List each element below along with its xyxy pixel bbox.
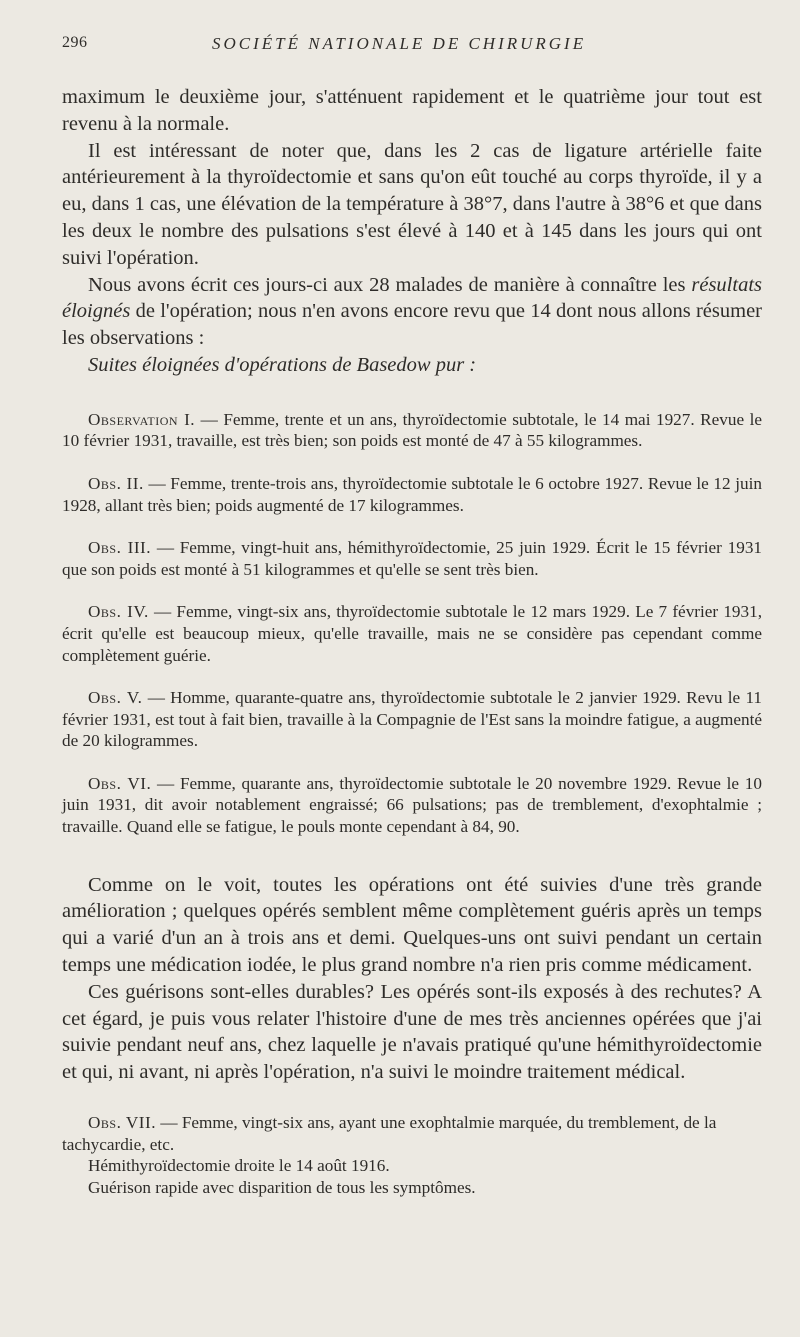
page-body (62, 84, 762, 1198)
running-title: SOCIÉTÉ NATIONALE DE CHIRURGIE (212, 34, 587, 53)
observation-label: Obs. IV. (88, 602, 149, 622)
observation-1 (62, 409, 762, 452)
section-title: Suites éloignées d'opérations de Basedow pur : (88, 353, 477, 376)
observation-5 (62, 687, 762, 752)
observation-text: — Femme, vingt-six ans, ayant une exophtalmie marquée, du tremblement, de la tachycardie, etc. (62, 1113, 717, 1154)
observation-4 (62, 601, 762, 666)
results-text-end: de l'opération; nous n'en avons encore revu que 14 dont nous allons résumer les observations : (62, 300, 762, 350)
paragraph-results (62, 272, 762, 352)
observation-label: Obs. V. (88, 688, 143, 708)
observation-label: Obs. III. (88, 538, 152, 558)
page-header (62, 34, 762, 64)
paragraph-ligature: Il est intéressant de noter que, dans les 2 cas de ligature artérielle faite antérieurement à la thyroïdectomie et sans qu'on eût touché au corps thyroïde, il y a eu, dans 1 cas, une élévation de la température à 38°7, dans l'autre à 38°6 et que dans les deux le nombre des pulsations s'est élevé à 140 et à 145 dans les jours qui ont suivi l'opération. (62, 139, 762, 269)
paragraph-durability: Ces guérisons sont-elles durables? Les opérés sont-ils exposés à des rechutes? A cet égard, je puis vous relater l'histoire d'une de mes très anciennes opérées que j'ai suivie pendant neuf ans, chez laquelle je n'avais pratiqué qu'une hémithyroïdectomie et qui, ni avant, ni après l'opération, n'a suivi le moindre traitement médical. (62, 980, 762, 1084)
paragraph-conclusion: Comme on le voit, toutes les opérations ont été suivies d'une très grande amélioration ; quelques opérés semblent même complètement guéris après un temps qui a varié d'un an à trois ans et demi. Quelques-uns ont suivi pendant un certain temps une médication iodée, le plus grand nombre n'a rien pris comme médicament. (62, 873, 762, 977)
observation-text: — Femme, vingt-six ans, thyroïdectomie subtotale le 12 mars 1929. Le 7 février 1931, écrit qu'elle est beaucoup mieux, qu'elle travaille, mais ne se considère pas cependant comme complètement guérie. (62, 602, 763, 665)
observation-text: — Femme, vingt-huit ans, hémithyroïdectomie, 25 juin 1929. Écrit le 15 février 1931 que son poids est monté à 51 kilogrammes et qu'elle se sent très bien. (62, 538, 763, 579)
observation-text: — Femme, trente-trois ans, thyroïdectomie subtotale le 6 octobre 1927. Revue le 12 juin 1928, allant très bien; poids augmenté de 17 kilogrammes. (62, 473, 763, 515)
observation-3 (62, 537, 762, 580)
results-italic-phrase: résultats éloignés (62, 273, 762, 323)
observation-label: Obs. VII. (88, 1113, 157, 1133)
observation-label: Observation I. (88, 409, 196, 429)
paragraph-continued: maximum le deuxième jour, s'atténuent rapidement et le quatrième jour tout est revenu à la normale. (62, 86, 762, 135)
observation-label: Obs. VI. (88, 773, 152, 793)
page-number: 296 (62, 34, 88, 51)
observation-2 (62, 473, 762, 516)
observation-text: — Femme, trente et un ans, thyroïdectomie subtotale, le 14 mai 1927. Revue le 10 février 1931, travaille, est très bien; son poids est monté de 47 à 55 kilogrammes. (62, 409, 762, 451)
observation-7-outcome: Guérison rapide avec disparition de tous les symptômes. (88, 1177, 476, 1197)
observation-text: — Femme, quarante ans, thyroïdectomie subtotale le 20 novembre 1929. Revue le 10 juin 1931, dit avoir notablement engraissé; 66 pulsations; pas de tremblement, d'exophtalmie ; travaille. Quand elle se fatigue, le pouls monte cependant à 84, 90. (62, 773, 762, 837)
observation-6 (62, 773, 762, 838)
observation-7-operation: Hémithyroïdectomie droite le 14 août 1916. (88, 1156, 390, 1176)
observation-text: — Homme, quarante-quatre ans, thyroïdectomie subtotale le 2 janvier 1929. Revu le 11 février 1931, est tout à fait bien, travaille à la Compagnie de l'Est sans la moindre fatigue, a augmenté de 20 kilogrammes. (62, 688, 762, 751)
results-text-start: Nous avons écrit ces jours-ci aux 28 malades de manière à connaître les (88, 273, 686, 296)
observation-7 (62, 1112, 762, 1155)
observation-label: Obs. II. (88, 473, 144, 493)
